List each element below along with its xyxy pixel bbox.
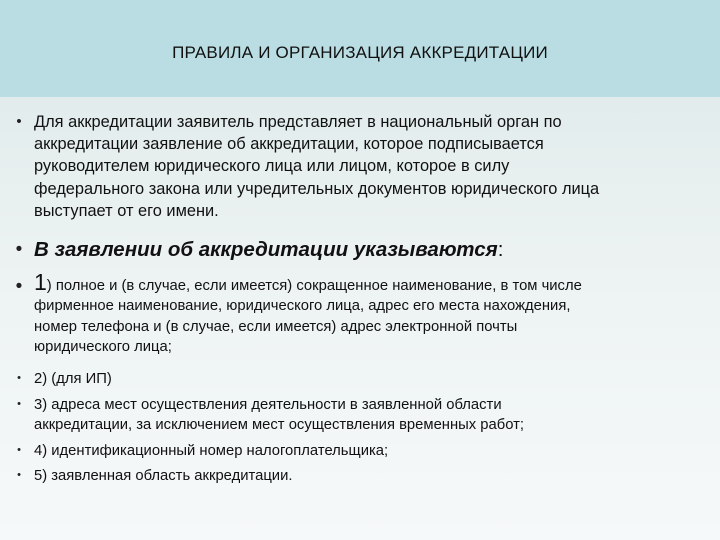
item-3-text bbox=[34, 395, 720, 436]
bullet-icon: • bbox=[15, 276, 23, 297]
text-line: номер телефона и (в случае, если имеется) адрес электронной почты bbox=[34, 318, 518, 335]
item-4-text bbox=[34, 441, 720, 461]
section-heading bbox=[34, 237, 720, 263]
text-line: фирменное наименование, юридического лица, адрес его места нахождения, bbox=[34, 298, 571, 315]
slide-title: ПРАВИЛА И ОРГАНИЗАЦИЯ АККРЕДИТАЦИИ bbox=[172, 43, 548, 62]
text-line: аккредитации заявление об аккредитации, которое подписывается bbox=[34, 135, 544, 154]
text-line: Для аккредитации заявитель представляет в национальный орган по bbox=[34, 113, 562, 131]
text-line: 3) адреса мест осуществления деятельности в заявленной области bbox=[34, 397, 502, 413]
bullet-icon: • bbox=[17, 372, 21, 384]
bullet-icon: • bbox=[17, 444, 21, 456]
item-1-text bbox=[34, 269, 720, 358]
text-line: аккредитации, за исключением мест осуществления временных работ; bbox=[34, 417, 525, 434]
bullet-icon: • bbox=[15, 239, 23, 260]
item-number: 1 bbox=[34, 269, 47, 295]
item-5-text bbox=[34, 466, 720, 486]
text-line: 4) идентификационный номер налогоплательщика; bbox=[34, 443, 389, 459]
item-2-text bbox=[34, 369, 720, 389]
text-line: 5) заявленная область аккредитации. bbox=[34, 468, 293, 484]
text-line: руководителем юридического лица или лицом, которое в силу bbox=[34, 157, 510, 176]
title-band bbox=[0, 0, 720, 97]
bullet-icon: • bbox=[17, 398, 21, 410]
bullet-icon: • bbox=[16, 113, 22, 130]
heading-colon: : bbox=[497, 238, 504, 261]
application-rule-text bbox=[34, 111, 720, 222]
text-line: юридического лица; bbox=[34, 339, 172, 356]
text-line: 2) (для ИП) bbox=[34, 371, 112, 387]
bullet-icon: • bbox=[17, 469, 21, 481]
heading-text: В заявлении об аккредитации указываются bbox=[34, 238, 498, 261]
text-line: выступает от его имени. bbox=[34, 201, 219, 220]
text-line: федерального закона или учредительных документов юридического лица bbox=[34, 179, 600, 198]
item-1-first-line: ) полное и (в случае, если имеется) сокращенное наименование, в том числе bbox=[46, 278, 582, 294]
text-line bbox=[34, 269, 720, 296]
